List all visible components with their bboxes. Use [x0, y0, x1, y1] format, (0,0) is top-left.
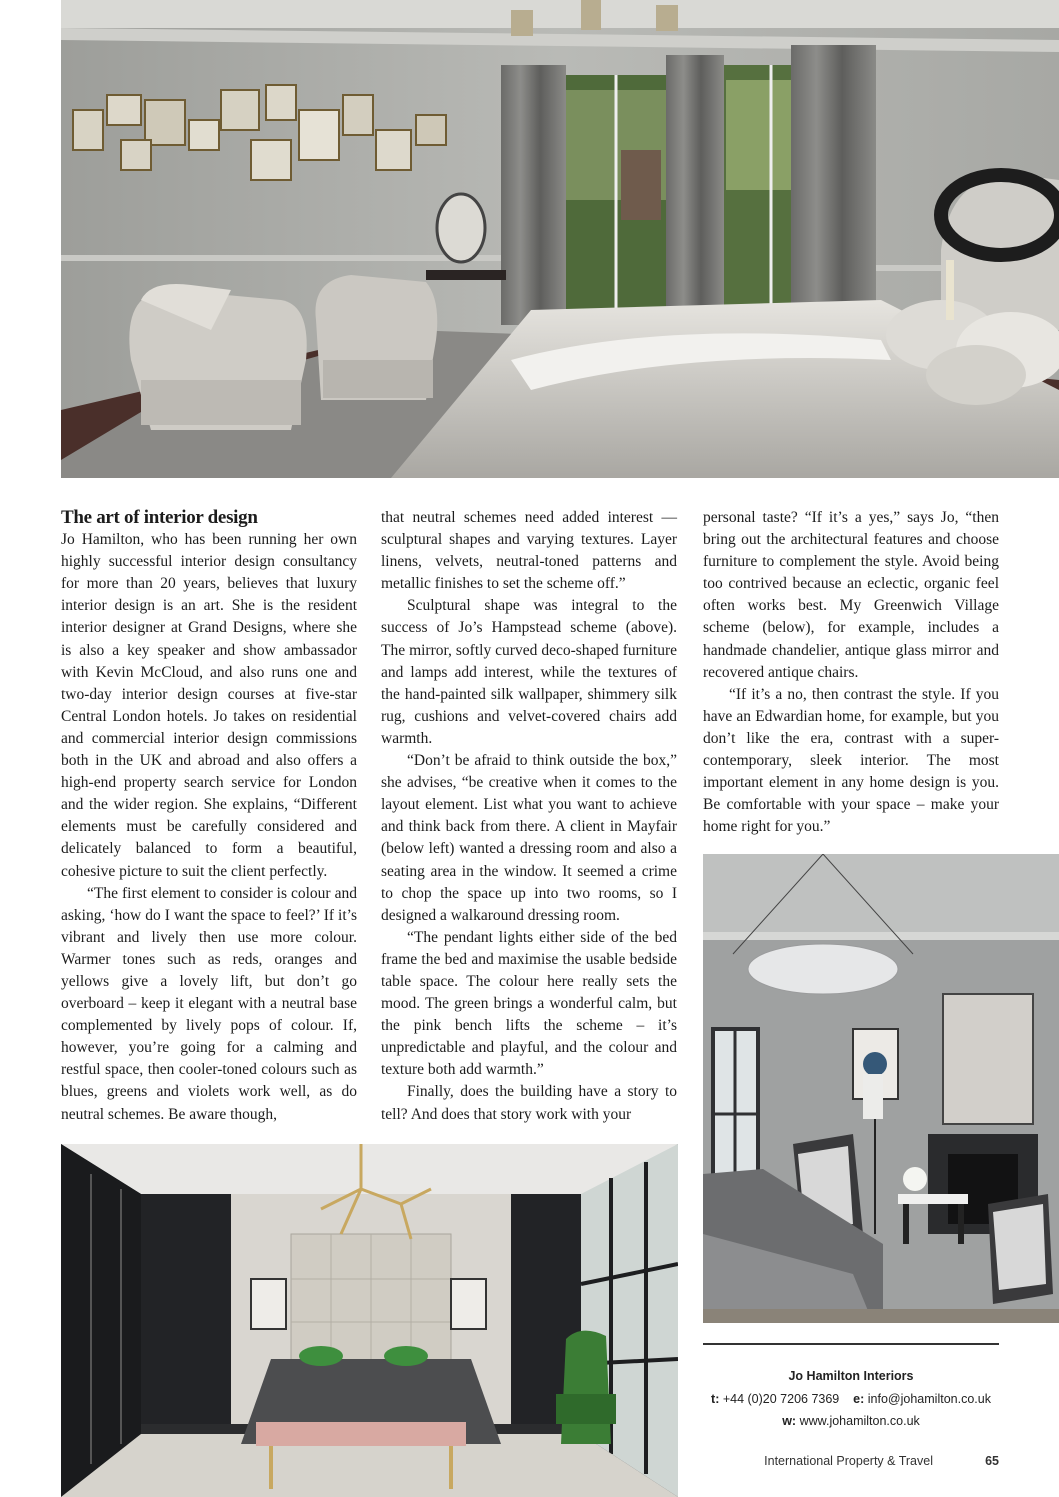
paragraph: “If it’s a no, then contrast the style. If you have an Edwardian home, for example, but you don’t like the era, contrast with a super-contemporary, sleek interior. The most important element in any home design is you. Be comfortable with your space – make your home right for you.”	[703, 685, 999, 836]
paragraph: “Don’t be afraid to think outside the box,” she advises, “be creative when it comes to the layout element. List what you want to achieve and think back from there. A client in Mayfair (below left) wanted a dressing room and also a seating area in the window. It seemed a crime to chop the space up into two rooms, so I designed a walkaround dressing room.	[381, 752, 677, 924]
article-column-2	[381, 507, 677, 1126]
web-label: w:	[782, 1414, 797, 1428]
paragraph: Sculptural shape was integral to the success of Jo’s Hampstead scheme (above). The mirror, softly curved deco-shaped furniture and lamps add interest, while the textures of the hand-painted silk wallpaper, shimmery silk rug, cushions and velvet-covered chairs add warmth.	[381, 597, 677, 747]
article-heading: The art of interior design	[61, 507, 258, 528]
email-label: e:	[853, 1391, 865, 1406]
paragraph: that neutral schemes need added interest — sculptural shapes and varying textures. Layer linens, velvets, neutral-toned patterns and metallic finishes to set the scheme off.”	[381, 509, 677, 593]
paragraph: Jo Hamilton, who has been running her own highly successful interior design consultancy for more than 20 years, believes that luxury interior design is an art. She is the resident interior designer at Grand Designs, where she is also a key speaker and show ambassador with Kevin McCloud, and also runs one and two-day interior design courses at five-star Central London hotels. Jo takes on residential and commercial interior design commissions both in the UK and abroad and also offers a high-end property search service for London and the wider region. She explains, “Different elements must be carefully considered and delicately balanced to form a beautiful, cohesive picture to suit the client perfectly.	[61, 531, 357, 880]
tel-number: +44 (0)20 7206 7369	[722, 1391, 840, 1406]
contact-block	[703, 1343, 999, 1433]
paragraph: “The pendant lights either side of the bed frame the bed and maximise the usable bedside table space. The colour here really sets the mood. The green brings a wonderful calm, but the pink bench lifts the scheme – it’s unpredictable and playful, and the colour and texture both add warmth.”	[381, 928, 677, 1079]
contact-line-web	[703, 1410, 999, 1433]
magazine-name: International Property & Travel	[764, 1454, 933, 1468]
page-number: 65	[985, 1454, 999, 1468]
article-column-3	[703, 507, 999, 838]
hero-bedroom-photo	[61, 0, 1059, 478]
email-address[interactable]: info@johamilton.co.uk	[867, 1391, 991, 1406]
paragraph: “The first element to consider is colour and asking, ‘how do I want the space to feel?’ If it’s vibrant and lively then use more colour. Warmer tones such as reds, oranges and yellows give a lovely lift, but don’t go overboard – keep it elegant with a neutral base complemented by lively pops of colour. If, however, you’re going for a calming and restful space, then cooler-toned colours such as blues, greens and violets work well, as do neutral schemes. Be aware though,	[61, 884, 357, 1123]
article-column-1	[61, 507, 357, 1126]
paragraph: Finally, does the building have a story to tell? And does that story work with your	[381, 1083, 677, 1123]
website-link[interactable]: www.johamilton.co.uk	[799, 1414, 920, 1428]
mayfair-bedroom-photo	[61, 1144, 678, 1497]
contact-line-phone-email	[703, 1388, 999, 1411]
paragraph: personal taste? “If it’s a yes,” says Jo, “then bring out the architectural features and choose furniture to complement the style. Avoid being too contrived because an eclectic, organic feel often works best. My Greenwich Village scheme (below), for example, includes a handmade chandelier, antique glass mirror and recovered antique chairs.	[703, 509, 999, 681]
greenwich-living-room-photo	[703, 854, 1059, 1323]
company-name: Jo Hamilton Interiors	[788, 1369, 914, 1383]
tel-label: t:	[711, 1391, 720, 1406]
